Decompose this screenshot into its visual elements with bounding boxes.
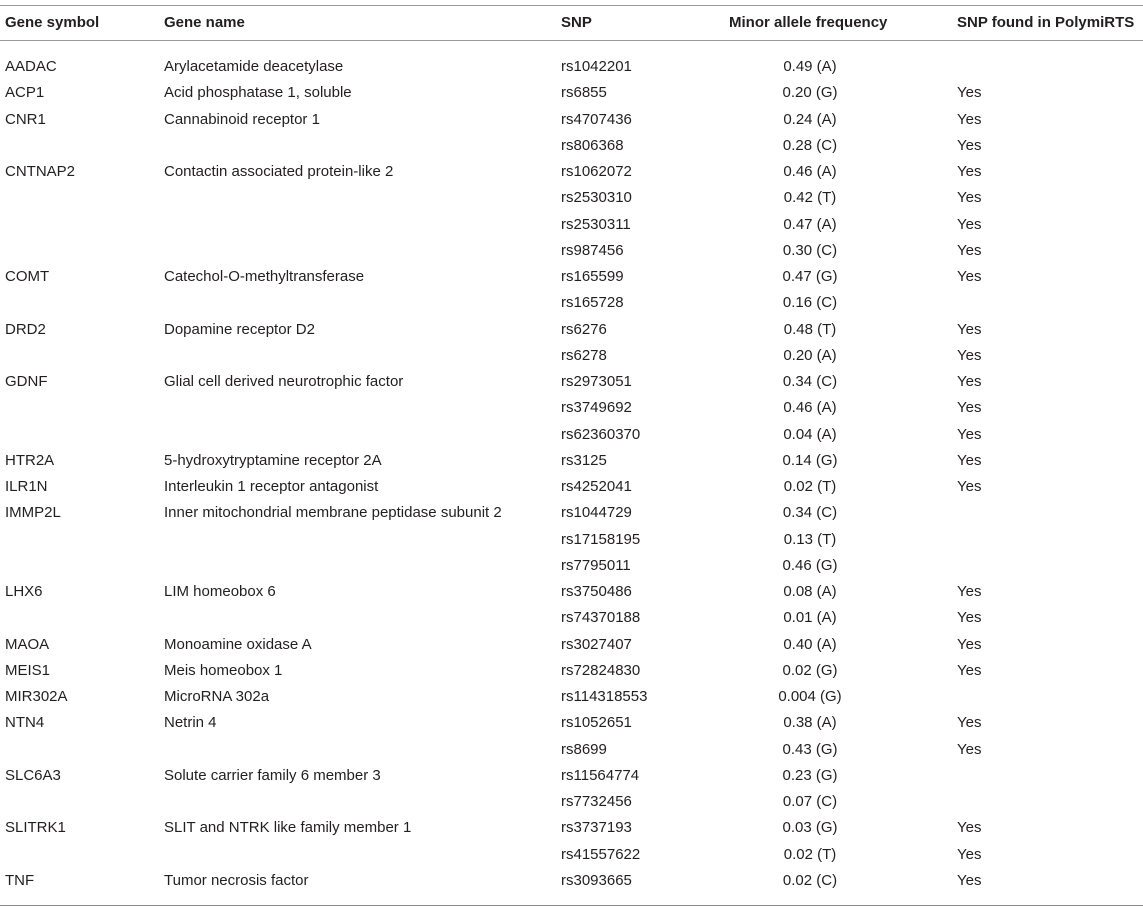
- table-row: [0, 553, 1143, 579]
- cell-minor-allele-frequency: 0.02 (G): [782, 661, 838, 679]
- table-row: [0, 159, 1143, 185]
- table-row: [0, 369, 1143, 395]
- cell-snp: rs6278: [561, 346, 607, 364]
- table-row: [0, 264, 1143, 290]
- table-row: [0, 238, 1143, 264]
- cell-snp: rs2973051: [561, 373, 632, 390]
- cell-gene-symbol: COMT: [5, 268, 50, 285]
- cell-snp: rs1052651: [561, 714, 632, 732]
- cell-polymirts: Yes: [957, 478, 982, 495]
- cell-gene-name: Monoamine oxidase A: [164, 635, 312, 653]
- cell-snp: rs7732456: [561, 793, 632, 810]
- table-row: [0, 658, 1143, 684]
- cell-gene-name: Catechol-O-methyltransferase: [164, 268, 365, 285]
- cell-polymirts: Yes: [957, 451, 982, 469]
- cell-minor-allele-frequency: 0.03 (G): [782, 819, 838, 837]
- cell-polymirts: Yes: [957, 845, 982, 863]
- table-row: [0, 54, 1143, 80]
- cell-gene-symbol: CNR1: [5, 110, 46, 128]
- cell-snp: rs74370188: [561, 609, 641, 627]
- cell-minor-allele-frequency: 0.30 (C): [782, 241, 838, 259]
- cell-minor-allele-frequency: 0.34 (C): [782, 373, 838, 390]
- header-gene-name: Gene name: [164, 14, 245, 31]
- cell-snp: rs3749692: [561, 399, 632, 417]
- cell-snp: rs3027407: [561, 635, 632, 653]
- cell-polymirts: Yes: [957, 136, 982, 154]
- cell-gene-name: Inner mitochondrial membrane peptidase subunit 2: [164, 504, 502, 522]
- table-row: [0, 185, 1143, 211]
- cell-minor-allele-frequency: 0.48 (T): [783, 320, 837, 338]
- cell-gene-symbol: MEIS1: [5, 661, 51, 679]
- cell-minor-allele-frequency: 0.23 (G): [782, 766, 838, 784]
- table-row: [0, 290, 1143, 316]
- table-row: [0, 737, 1143, 763]
- cell-snp: rs62360370: [561, 425, 641, 443]
- cell-minor-allele-frequency: 0.004 (G): [778, 688, 842, 705]
- cell-polymirts: Yes: [957, 819, 982, 837]
- table-row: [0, 422, 1143, 448]
- cell-gene-symbol: DRD2: [5, 320, 46, 338]
- cell-gene-name: Meis homeobox 1: [164, 661, 283, 679]
- cell-gene-symbol: MIR302A: [5, 688, 68, 705]
- cell-snp: rs1044729: [561, 504, 632, 522]
- cell-minor-allele-frequency: 0.16 (C): [782, 294, 838, 312]
- cell-minor-allele-frequency: 0.47 (A): [783, 215, 837, 233]
- cell-gene-name: Glial cell derived neurotrophic factor: [164, 373, 404, 390]
- cell-minor-allele-frequency: 0.42 (T): [783, 189, 837, 207]
- cell-gene-symbol: SLITRK1: [5, 819, 66, 837]
- table-row: [0, 500, 1143, 526]
- cell-polymirts: Yes: [957, 583, 982, 600]
- cell-polymirts: Yes: [957, 320, 982, 338]
- table-row: [0, 80, 1143, 106]
- cell-snp: rs3093665: [561, 871, 632, 889]
- cell-minor-allele-frequency: 0.40 (A): [783, 635, 837, 653]
- cell-minor-allele-frequency: 0.04 (A): [783, 425, 837, 443]
- cell-snp: rs17158195: [561, 530, 641, 548]
- cell-snp: rs3125: [561, 451, 607, 469]
- cell-gene-symbol: NTN4: [5, 714, 45, 732]
- cell-polymirts: Yes: [957, 189, 982, 207]
- cell-snp: rs6855: [561, 84, 607, 102]
- cell-minor-allele-frequency: 0.02 (T): [783, 845, 837, 863]
- table-row: [0, 474, 1143, 500]
- table-row: [0, 684, 1143, 710]
- cell-snp: rs6276: [561, 320, 607, 338]
- cell-gene-symbol: HTR2A: [5, 451, 55, 469]
- cell-polymirts: Yes: [957, 661, 982, 679]
- cell-snp: rs1042201: [561, 58, 632, 75]
- table-row: [0, 763, 1143, 789]
- cell-gene-name: Netrin 4: [164, 714, 217, 732]
- cell-snp: rs41557622: [561, 845, 641, 863]
- table-row: [0, 395, 1143, 421]
- cell-snp: rs72824830: [561, 661, 641, 679]
- header-snp-found-in-polymirts: SNP found in PolymiRTS: [957, 14, 1135, 31]
- cell-minor-allele-frequency: 0.02 (C): [782, 871, 838, 889]
- cell-gene-name: Tumor necrosis factor: [164, 871, 309, 889]
- cell-minor-allele-frequency: 0.02 (T): [783, 478, 837, 495]
- cell-gene-name: SLIT and NTRK like family member 1: [164, 819, 412, 837]
- cell-polymirts: Yes: [957, 373, 982, 390]
- cell-gene-symbol: TNF: [5, 871, 35, 889]
- cell-snp: rs3737193: [561, 819, 632, 837]
- cell-gene-name: MicroRNA 302a: [164, 688, 270, 705]
- cell-polymirts: Yes: [957, 714, 982, 732]
- table-row: [0, 815, 1143, 841]
- cell-gene-name: Contactin associated protein-like 2: [164, 163, 394, 180]
- table-row: [0, 842, 1143, 868]
- header-minor-allele-frequency: Minor allele frequency: [729, 14, 888, 31]
- cell-minor-allele-frequency: 0.49 (A): [783, 58, 837, 75]
- header-snp: SNP: [561, 14, 592, 31]
- table-row: [0, 868, 1143, 894]
- cell-minor-allele-frequency: 0.43 (G): [782, 740, 838, 758]
- table-row: [0, 133, 1143, 159]
- cell-polymirts: Yes: [957, 110, 982, 128]
- cell-gene-symbol: IMMP2L: [5, 504, 61, 522]
- cell-gene-symbol: CNTNAP2: [5, 163, 76, 180]
- cell-snp: rs165728: [561, 294, 624, 312]
- cell-snp: rs3750486: [561, 583, 632, 600]
- cell-polymirts: Yes: [957, 635, 982, 653]
- cell-polymirts: Yes: [957, 346, 982, 364]
- cell-gene-symbol: ILR1N: [5, 478, 48, 495]
- table-row: [0, 212, 1143, 238]
- cell-gene-symbol: GDNF: [5, 373, 48, 390]
- cell-polymirts: Yes: [957, 215, 982, 233]
- cell-polymirts: Yes: [957, 871, 982, 889]
- cell-snp: rs8699: [561, 740, 607, 758]
- cell-minor-allele-frequency: 0.34 (C): [782, 504, 838, 522]
- cell-minor-allele-frequency: 0.47 (G): [782, 268, 838, 285]
- cell-snp: rs4252041: [561, 478, 632, 495]
- cell-polymirts: Yes: [957, 740, 982, 758]
- cell-minor-allele-frequency: 0.08 (A): [783, 583, 837, 600]
- cell-gene-symbol: SLC6A3: [5, 766, 61, 784]
- cell-minor-allele-frequency: 0.01 (A): [783, 609, 837, 627]
- table-row: [0, 789, 1143, 815]
- cell-gene-name: Cannabinoid receptor 1: [164, 110, 320, 128]
- cell-snp: rs806368: [561, 136, 624, 154]
- table-row: [0, 527, 1143, 553]
- cell-minor-allele-frequency: 0.07 (C): [782, 793, 838, 810]
- cell-snp: rs987456: [561, 241, 624, 259]
- table-bottom-rule: [0, 905, 1143, 906]
- table-row: [0, 343, 1143, 369]
- cell-snp: rs1062072: [561, 163, 632, 180]
- cell-snp: rs2530311: [561, 215, 631, 233]
- table-row: [0, 605, 1143, 631]
- cell-gene-symbol: MAOA: [5, 635, 50, 653]
- cell-snp: rs2530310: [561, 189, 632, 207]
- table-row: [0, 579, 1143, 605]
- table-header-rule: [0, 40, 1143, 41]
- cell-minor-allele-frequency: 0.13 (T): [783, 530, 837, 548]
- table-row: [0, 632, 1143, 658]
- cell-gene-name: Arylacetamide deacetylase: [164, 58, 344, 75]
- cell-snp: rs165599: [561, 268, 624, 285]
- cell-snp: rs11564774: [561, 766, 640, 784]
- cell-gene-name: Acid phosphatase 1, soluble: [164, 84, 352, 102]
- cell-polymirts: Yes: [957, 84, 982, 102]
- table-row: [0, 448, 1143, 474]
- cell-minor-allele-frequency: 0.38 (A): [783, 714, 837, 732]
- cell-minor-allele-frequency: 0.20 (G): [782, 84, 838, 102]
- cell-gene-symbol: AADAC: [5, 58, 57, 75]
- cell-gene-name: Dopamine receptor D2: [164, 320, 315, 338]
- cell-polymirts: Yes: [957, 163, 982, 180]
- cell-polymirts: Yes: [957, 399, 982, 417]
- cell-gene-symbol: LHX6: [5, 583, 43, 600]
- cell-gene-name: LIM homeobox 6: [164, 583, 276, 600]
- cell-minor-allele-frequency: 0.28 (C): [782, 136, 838, 154]
- cell-snp: rs114318553: [561, 688, 648, 705]
- cell-gene-symbol: ACP1: [5, 84, 45, 102]
- cell-minor-allele-frequency: 0.20 (A): [783, 346, 837, 364]
- cell-snp: rs7795011: [561, 556, 631, 574]
- cell-polymirts: Yes: [957, 425, 982, 443]
- cell-minor-allele-frequency: 0.14 (G): [782, 451, 838, 469]
- table-header-row: [0, 5, 1143, 40]
- cell-minor-allele-frequency: 0.24 (A): [783, 110, 837, 128]
- cell-minor-allele-frequency: 0.46 (A): [783, 163, 837, 180]
- header-gene-symbol: Gene symbol: [5, 14, 100, 31]
- table-row: [0, 317, 1143, 343]
- table-row: [0, 107, 1143, 133]
- cell-polymirts: Yes: [957, 268, 982, 285]
- cell-polymirts: Yes: [957, 241, 982, 259]
- cell-minor-allele-frequency: 0.46 (A): [783, 399, 837, 417]
- cell-snp: rs4707436: [561, 110, 632, 128]
- cell-minor-allele-frequency: 0.46 (G): [782, 556, 838, 574]
- table-body: [0, 54, 1143, 894]
- cell-gene-name: 5-hydroxytryptamine receptor 2A: [164, 451, 382, 469]
- cell-gene-name: Solute carrier family 6 member 3: [164, 766, 381, 784]
- cell-polymirts: Yes: [957, 609, 982, 627]
- cell-gene-name: Interleukin 1 receptor antagonist: [164, 478, 379, 495]
- table-row: [0, 710, 1143, 736]
